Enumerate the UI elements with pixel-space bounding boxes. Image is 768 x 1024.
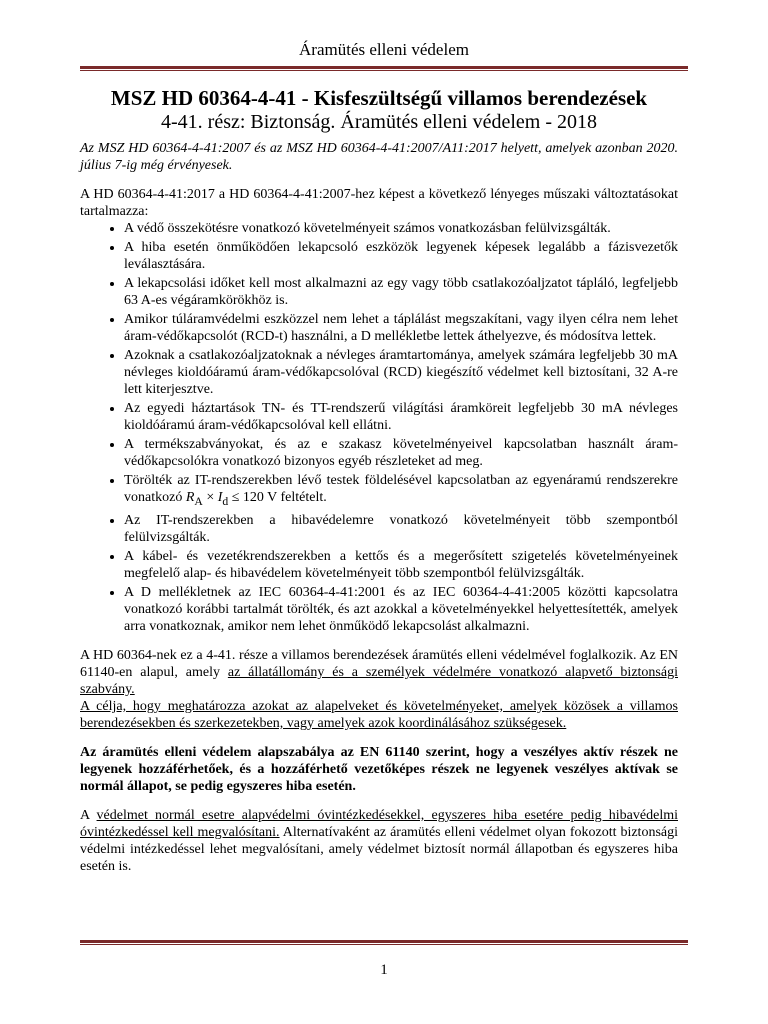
scope-paragraph bbox=[80, 647, 678, 698]
times-sign: × bbox=[202, 490, 218, 505]
protection-underlined: védelmet normál esetre alapvédelmi óvintézkedésekkel, egyszeres hiba esetére pedig hibavédelmi óvintézkedéssel kell megvalósítani. bbox=[80, 807, 678, 840]
list-item: • A hiba esetén önműködően lekapcsoló eszközök legyenek képesek legalább a fázisvezetők leválasztására. bbox=[124, 239, 678, 273]
symbol-i: I bbox=[217, 490, 223, 505]
page-number: 1 bbox=[380, 962, 388, 978]
list-item: • Az IT-rendszerekben a hibavédelemre vonatkozó követelményeit több szempontból felülvizsgálták. bbox=[124, 512, 678, 546]
symbol-i-sub: d bbox=[222, 494, 229, 508]
document-title: MSZ HD 60364-4-41 - Kisfeszültségű villamos berendezések bbox=[110, 86, 648, 110]
page-header: Áramütés elleni védelem bbox=[299, 40, 469, 59]
intro-note: Az MSZ HD 60364-4-41:2007 és az MSZ HD 60364-4-41:2007/A11:2017 helyett, amelyek azonban 2020. július 7-ig még érvényesek. bbox=[80, 141, 678, 173]
protection-paragraph bbox=[80, 807, 678, 875]
list-item: • A védő összekötésre vonatkozó követelményeit számos vonatkozásban felülvizsgálták. bbox=[124, 220, 678, 237]
symbol-r-sub: A bbox=[194, 494, 203, 508]
basic-rule-paragraph: Az áramütés elleni védelem alapszabálya az EN 61140 szerint, hogy a veszélyes aktív részek ne legyenek hozzáférhetőek, és a hozzáférhető vezetőképes részek ne legyenek veszélyes aktívak se normál állapot, se pedig egyszeres hiba esetén. bbox=[80, 744, 678, 794]
list-item: • A kábel- és vezetékrendszerekben a kettős és a megerősített szigetelés követelményeinek megfelelő alap- és hibavédelem követelményeit több szempontból felülvizsgálták. bbox=[124, 548, 678, 582]
header-rule bbox=[80, 66, 688, 71]
it-earth-condition: ≤ 120 V feltételt. bbox=[228, 490, 327, 505]
list-item: • A D mellékletnek az IEC 60364-4-41:2001 és az IEC 60364-4-41:2005 közötti kapcsolatra vonatkozó korábbi tartalmát törölték, és azt azokkal a követelményekkel helyettesítették, amelyek arra vonatkoznak, amikor nem lehet önműködő lekapcsolást alkalmazni. bbox=[124, 584, 678, 635]
protection-text-post: Alternatívaként az áramütés elleni védelmet olyan fokozott biztonsági védelmi intézkedéssel lehet megvalósítani, amely védelmet biztosít normál állapotban és egyszeres hiba esetén is. bbox=[80, 824, 678, 874]
list-item: • Az egyedi háztartások TN- és TT-rendszerű világítási áramköreit legfeljebb 30 mA névleges kioldóáramú áram-védőkapcsolóval kell ellátni. bbox=[124, 400, 678, 434]
document-subtitle: 4-41. rész: Biztonság. Áramütés elleni védelem - 2018 bbox=[161, 111, 597, 133]
list-item: • Azoknak a csatlakozóaljzatoknak a névleges áramtartománya, amelyek számára legfeljebb 30 mA névleges kioldóáramú áram-védőkapcsolóval (RCD) kiegészítő védelmet kell biztosítani, 32 A-re lett kiterjesztve. bbox=[124, 347, 678, 398]
list-item: • Amikor túláramvédelmi eszközzel nem lehet a táplálást megszakítani, vagy ilyen célra nem lehet áram-védőkapcsolót (RCD-t) használni, a D mellékletbe lettek áthelyezve, és módosítva lettek. bbox=[124, 311, 678, 345]
it-earth-text: Törölték az IT-rendszerekben lévő testek földelésével kapcsolatban az egyenáramú rendszerekre vonatkozó bbox=[124, 473, 678, 505]
purpose-paragraph: A célja, hogy meghatározza azokat az alapelveket és követelményeket, amelyek közösek a villamos berendezésekben és szerkezetekben, vagy amelyek azok koordinálásához szükségesek. bbox=[80, 698, 678, 731]
changes-list bbox=[80, 220, 678, 635]
list-item-it-earthing bbox=[124, 472, 678, 510]
scope-underlined: az állatállomány és a személyek védelmére vonatkozó alapvető biztonsági szabvány. bbox=[80, 664, 678, 697]
protection-text-pre: A bbox=[80, 807, 97, 823]
document-body bbox=[80, 86, 678, 887]
changes-lead: A HD 60364-4-41:2017 a HD 60364-4-41:2007-hez képest a következő lényeges műszaki változtatásokat tartalmazza: bbox=[80, 187, 678, 219]
scope-text: A HD 60364-nek ez a 4-41. része a villamos berendezések áramütés elleni védelmével foglalkozik. Az EN 61140-en alapul, amely bbox=[80, 647, 678, 680]
list-item: • A lekapcsolási időket kell most alkalmazni az egy vagy több csatlakozóaljzatot tápláló, legfeljebb 63 A-es végáramkörökhöz is. bbox=[124, 275, 678, 309]
list-item: • A termékszabványokat, és az e szakasz követelményeivel kapcsolatban használt áram-védőkapcsolókra vonatkozó bizonyos egyéb részleteket ad meg. bbox=[124, 436, 678, 470]
footer-rule bbox=[80, 940, 688, 945]
symbol-r: R bbox=[185, 490, 195, 505]
